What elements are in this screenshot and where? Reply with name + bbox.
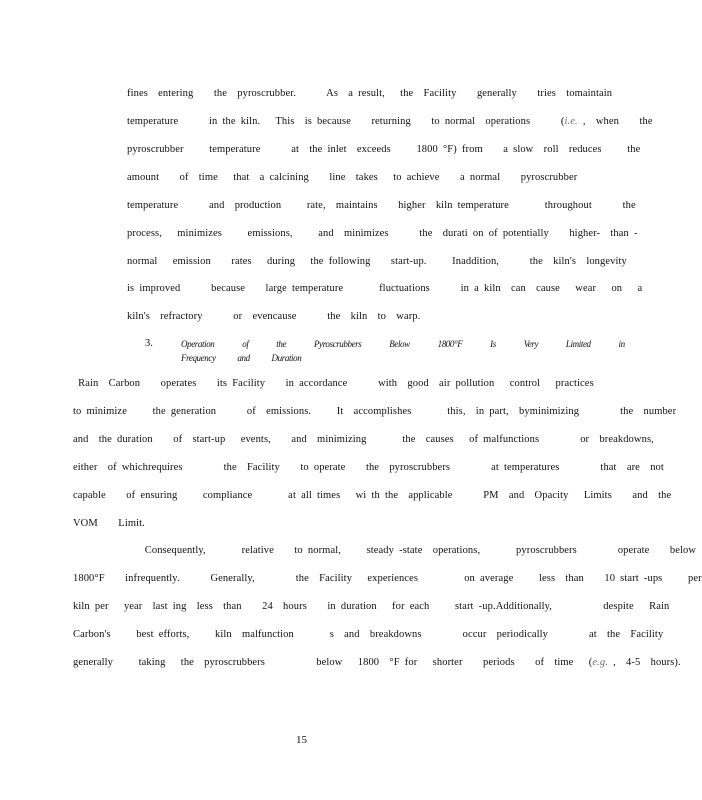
paragraph-line	[127, 116, 653, 128]
paragraph-line	[73, 657, 681, 669]
paragraph-line: pyroscrubber temperature at the inlet exceeds 1800 °F) from a slow roll reduces the	[127, 144, 641, 155]
paragraph-line: process, minimizes emissions, and minimizes the durati on of potentially higher- than -	[127, 228, 638, 239]
paragraph-line: Consequently, relative to normal, steady -state operations, pyroscrubbers operate below	[73, 545, 697, 556]
abbreviation-ie: i.e.	[564, 116, 578, 127]
paragraph-line: Carbon's best efforts, kiln malfunction s and breakdowns occur periodically at the Facility	[73, 629, 664, 640]
page-number: 15	[296, 734, 307, 746]
paragraph-line: fines entering the pyroscrubber. As a result, the Facility generally tries tomaintain	[127, 88, 613, 99]
paragraph-line: amount of time that a calcining line takes to achieve a normal pyroscrubber	[127, 172, 578, 183]
paragraph-line: VOM Limit.	[73, 518, 145, 529]
paragraph-line-text: , when the	[577, 116, 653, 127]
paragraph-line: kiln's refractory or evencause the kiln to warp.	[127, 311, 421, 322]
section-title-line: Frequency and Duration	[181, 353, 302, 363]
paragraph-line: to minimize the generation of emissions. It accomplishes this, in part, byminimizing the number	[73, 406, 677, 417]
paragraph-line: 1800°F infrequently. Generally, the Facility experiences on average less than 10 start -ups per	[73, 573, 702, 584]
paragraph-line: normal emission rates during the following start-up. Inaddition, the kiln's longevity	[127, 256, 627, 267]
paragraph-line: and the duration of start-up events, and minimizing the causes of malfunctions or breakdowns,	[73, 434, 654, 445]
paragraph-line-text: temperature in the kiln. This is because returning to normal operations (	[127, 116, 565, 127]
paragraph-line: temperature and production rate, maintains higher kiln temperature throughout the	[127, 200, 636, 211]
paragraph-line: either of whichrequires the Facility to operate the pyroscrubbers at temperatures that are not	[73, 462, 664, 473]
paragraph-line: capable of ensuring compliance at all times wi th the applicable PM and Opacity Limits and the	[73, 490, 672, 501]
abbreviation-eg: e.g.	[592, 657, 608, 668]
section-number: 3.	[145, 338, 153, 349]
paragraph-line: is improved because large temperature fluctuations in a kiln can cause wear on a	[127, 283, 643, 294]
section-title-line: Operation of the Pyroscrubbers Below 1800°F Is Very Limited in	[181, 339, 625, 349]
paragraph-line: kiln per year last ing less than 24 hours in duration for each start -up.Additionally, despite Rain	[73, 601, 670, 612]
paragraph-line-text: , 4-5 hours).	[607, 657, 681, 668]
paragraph-line-text: generally taking the pyroscrubbers below 1800 °F for shorter periods of time (	[73, 657, 593, 668]
paragraph-line: Rain Carbon operates its Facility in accordance with good air pollution control practices	[73, 378, 594, 389]
